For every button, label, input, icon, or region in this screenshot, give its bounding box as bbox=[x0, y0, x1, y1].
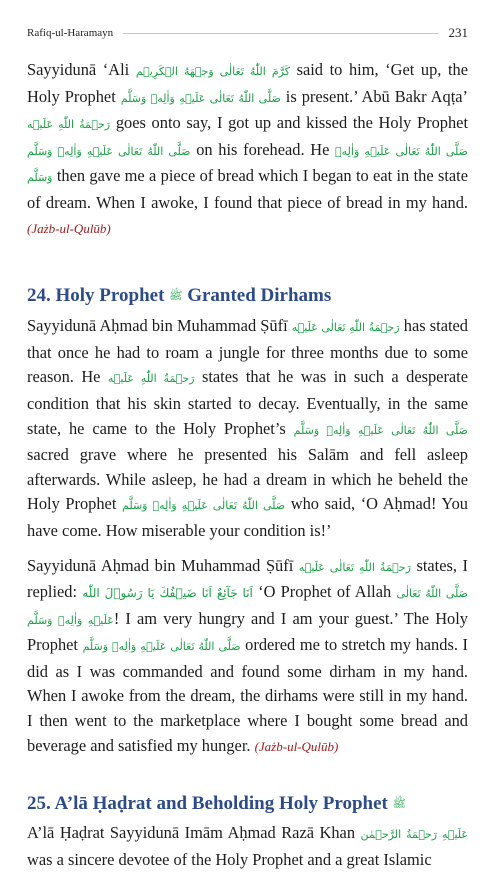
running-title: Rafiq-ul-Haramayn bbox=[27, 27, 114, 39]
section-heading-24: 24. Holy Prophet ﷺ Granted Dirhams bbox=[27, 285, 332, 307]
paragraph-dream-bread: Sayyidunā ‘Ali كَرَّمَ اللّٰهُ تَعَالٰی وَجۡهَهُ الۡكَرِیۡم said to him, ‘Get up, the Holy Prophet صَلَّی اللّٰهُ تَعَالٰی عَلَیۡهِ وَاٰلِهٖ وَسَلَّم is present.’ Abū Bakr Aqṭa’ رَحۡمَةُ اللّٰهِ عَلَیۡه goes onto say, I got up and kissed the Holy Prophet صَلَّی اللّٰهُ تَعَالٰی عَلَیۡهِ وَاٰلِهٖ وَسَلَّم on his forehead. He صَلَّی اللّٰهُ تَعَالٰی عَلَیۡهِ وَاٰلِهٖ وَسَلَّم then gave me a piece of bread which I began to eat in the state of dream. When I awoke, I found that piece of bread in my hand. (Jażb-ul-Qulūb) bbox=[27, 60, 468, 236]
header-rule bbox=[123, 33, 438, 34]
arabic-honorific: صَلَّی اللّٰهُ تَعَالٰی عَلَیۡهِ وَاٰلِهٖ وَسَلَّم bbox=[27, 144, 468, 185]
arabic-honorific: صَلَّی اللّٰهُ تَعَالٰی عَلَیۡهِ وَاٰلِهٖ وَسَلَّم bbox=[293, 423, 468, 437]
arabic-honorific: صَلَّی اللّٰهُ تَعَالٰی عَلَیۡهِ وَاٰلِهٖ وَسَلَّم bbox=[82, 640, 241, 654]
arabic-honorific: رَحۡمَةُ اللّٰهِ عَلَیۡه bbox=[27, 118, 111, 132]
arabic-honorific: صَلَّی اللّٰهُ تَعَالٰی عَلَیۡهِ وَاٰلِهٖ وَسَلَّم bbox=[122, 499, 286, 513]
page-header bbox=[27, 24, 468, 42]
arabic-honorific: رَحۡمَةُ اللّٰهِ تَعَالٰی عَلَیۡه bbox=[291, 321, 400, 335]
reference-citation: (Jażb-ul-Qulūb) bbox=[254, 738, 339, 754]
arabic-honorific: رَحۡمَةُ اللّٰهِ تَعَالٰی عَلَیۡه bbox=[298, 560, 411, 574]
arabic-honorific: ﷺ bbox=[392, 797, 406, 811]
paragraph-reply: Sayyidunā Aḥmad bin Muhammad Ṣūfī رَحۡمَةُ اللّٰهِ تَعَالٰی عَلَیۡه states, I replied: اَنَا جَآئِعٌ اَنَا ضَیۡفُكَ یَا رَسُوۡلَ اللّٰه ‘O Prophet of Allah صَلَّی اللّٰهُ تَعَالٰی عَلَیۡهِ وَاٰلِهٖ وَسَلَّم! I am very hungry and I am your guest.’ The Holy Prophet صَلَّی اللّٰهُ تَعَالٰی عَلَیۡهِ وَاٰلِهٖ وَسَلَّم ordered me to stretch my hands. I did as I was commanded and found some dirham in my hand. When I awoke from the dream, the dirhams were still in my hand. I then went to the marketplace where I bought some bread and beverage and satisfied my hunger. (Jażb-ul-Qulūb) bbox=[27, 555, 468, 755]
arabic-honorific: كَرَّمَ اللّٰهُ تَعَالٰی وَجۡهَهُ الۡكَرِیۡم bbox=[135, 65, 290, 78]
arabic-honorific: ﷺ bbox=[169, 289, 183, 303]
arabic-quote: اَنَا جَآئِعٌ اَنَا ضَیۡفُكَ یَا رَسُوۡلَ اللّٰه bbox=[82, 586, 253, 601]
reference-citation: (Jażb-ul-Qulūb) bbox=[27, 220, 111, 236]
paragraph-ala-hadrat: A’lā Ḥaḍrat Sayyidunā Imām Aḥmad Razā Khan عَلَیۡهِ رَحۡمَةُ الرَّحۡمٰن was a sincere devotee of the Holy Prophet and a great Islamic bbox=[27, 823, 468, 869]
section-heading-25: 25. A’lā Ḥaḍrat and Beholding Holy Prophet ﷺ bbox=[27, 793, 406, 815]
arabic-honorific: عَلَیۡهِ رَحۡمَةُ الرَّحۡمٰن bbox=[360, 828, 468, 842]
page-number: 231 bbox=[448, 25, 468, 40]
arabic-honorific: صَلَّی اللّٰهُ تَعَالٰی عَلَیۡهِ وَاٰلِهٖ وَسَلَّم bbox=[27, 587, 468, 627]
page-content bbox=[27, 58, 468, 872]
paragraph-jungle: Sayyidunā Aḥmad bin Muhammad Ṣūfī رَحۡمَةُ اللّٰهِ تَعَالٰی عَلَیۡه has stated that once he had to roam a jungle for three months due to some reason. He رَحۡمَةُ اللّٰهِ عَلَیۡه states that he was in such a desperate condition that his skin started to decay. Eventually, in the same state, he came to the Holy Prophet’s صَلَّی اللّٰهُ تَعَالٰی عَلَیۡهِ وَاٰلِهٖ وَسَلَّم sacred grave where he presented his Salām and fell asleep afterwards. While asleep, he had a dream in which he beheld the Holy Prophet صَلَّی اللّٰهُ تَعَالٰی عَلَیۡهِ وَاٰلِهٖ وَسَلَّم who said, ‘O Aḥmad! You have come. How miserable your condition is!’ bbox=[27, 316, 469, 540]
arabic-honorific: صَلَّی اللّٰهُ تَعَالٰی عَلَیۡهِ وَاٰلِهٖ وَسَلَّم bbox=[27, 144, 191, 158]
arabic-honorific: رَحۡمَةُ اللّٰهِ عَلَیۡه bbox=[107, 372, 195, 386]
arabic-honorific: صَلَّی اللّٰهُ تَعَالٰی عَلَیۡهِ وَاٰلِهٖ وَسَلَّم bbox=[120, 91, 281, 105]
